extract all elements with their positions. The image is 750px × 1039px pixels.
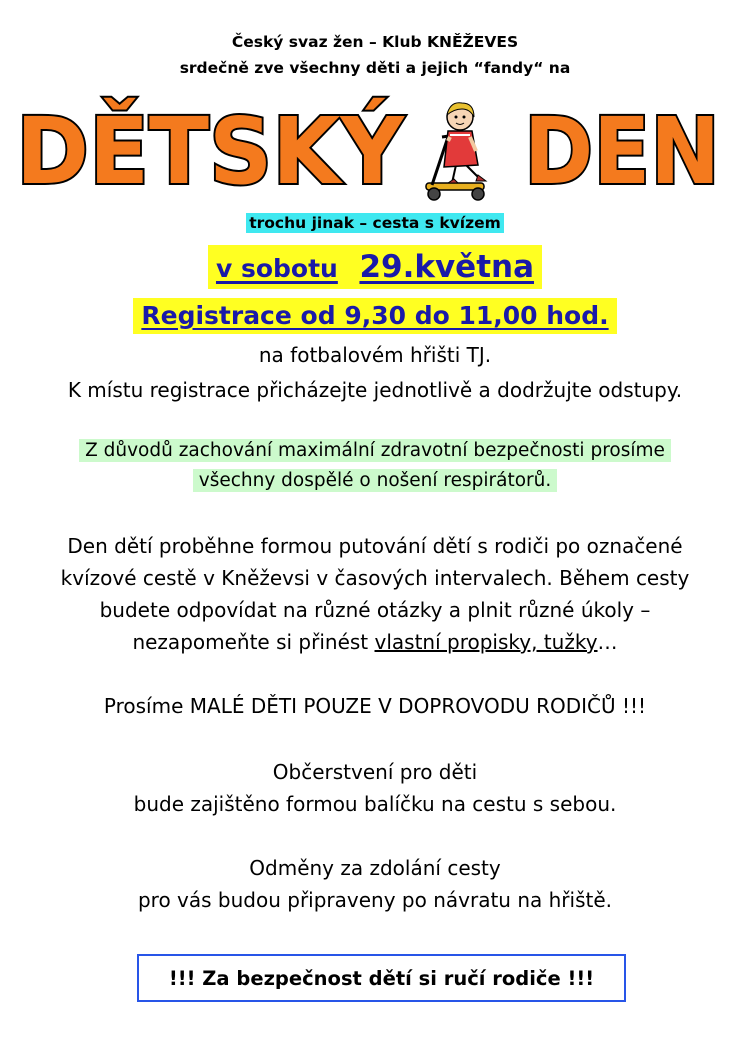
rewards-line2: pro vás budou připraveny po návratu na hřiště. — [137, 888, 612, 912]
organizer-line: Český svaz žen – Klub KNĚŽEVES — [231, 33, 519, 51]
child-scooter-illustration — [426, 103, 486, 200]
description-line4: nezapomeňte si přinést vlastní propisky, tužky… — [132, 630, 618, 654]
description-line2: kvízové cestě v Kněževsi v časových intervalech. Během cesty — [60, 566, 690, 590]
refreshments-line1: Občerstvení pro děti — [272, 760, 478, 784]
health-notice-line1: Z důvodů zachování maximální zdravotní bezpečnosti prosíme — [0, 440, 750, 461]
refreshments-line2: bude zajištěno formou balíčku na cestu s sebou. — [133, 792, 617, 816]
description-line1: Den dětí proběhne formou putování dětí s rodiči po označené — [67, 534, 683, 558]
event-date: v sobotu 29.května — [0, 245, 750, 289]
subtitle: trochu jinak – cesta s kvízem — [0, 214, 750, 232]
parent-responsibility-text: !!! Za bezpečnost dětí si ručí rodiče !!! — [168, 966, 595, 990]
title-word-left: DĚTSKÝ — [16, 98, 423, 205]
location: na fotbalovém hřišti TJ. — [258, 343, 492, 367]
rewards-line1: Odměny za zdolání cesty — [249, 856, 501, 880]
description-line3: budete odpovídat na různé otázky a plnit různé úkoly – — [99, 598, 651, 622]
title-word-right: DEN — [524, 98, 720, 205]
health-notice-line2: všechny dospělé o nošení respirátorů. — [0, 470, 750, 491]
registration-time: Registrace od 9,30 do 11,00 hod. — [0, 298, 750, 334]
parent-responsibility-box — [137, 954, 626, 1002]
arrival-note: K místu registrace přicházejte jednotlivě a dodržujte odstupy. — [67, 378, 683, 402]
invitation-line: srdečně zve všechny děti a jejich “fandy“ na — [179, 59, 571, 77]
small-children-notice: Prosíme MALÉ DĚTI POUZE V DOPROVODU RODIČŮ !!! — [103, 694, 647, 718]
event-title-banner — [0, 95, 750, 205]
